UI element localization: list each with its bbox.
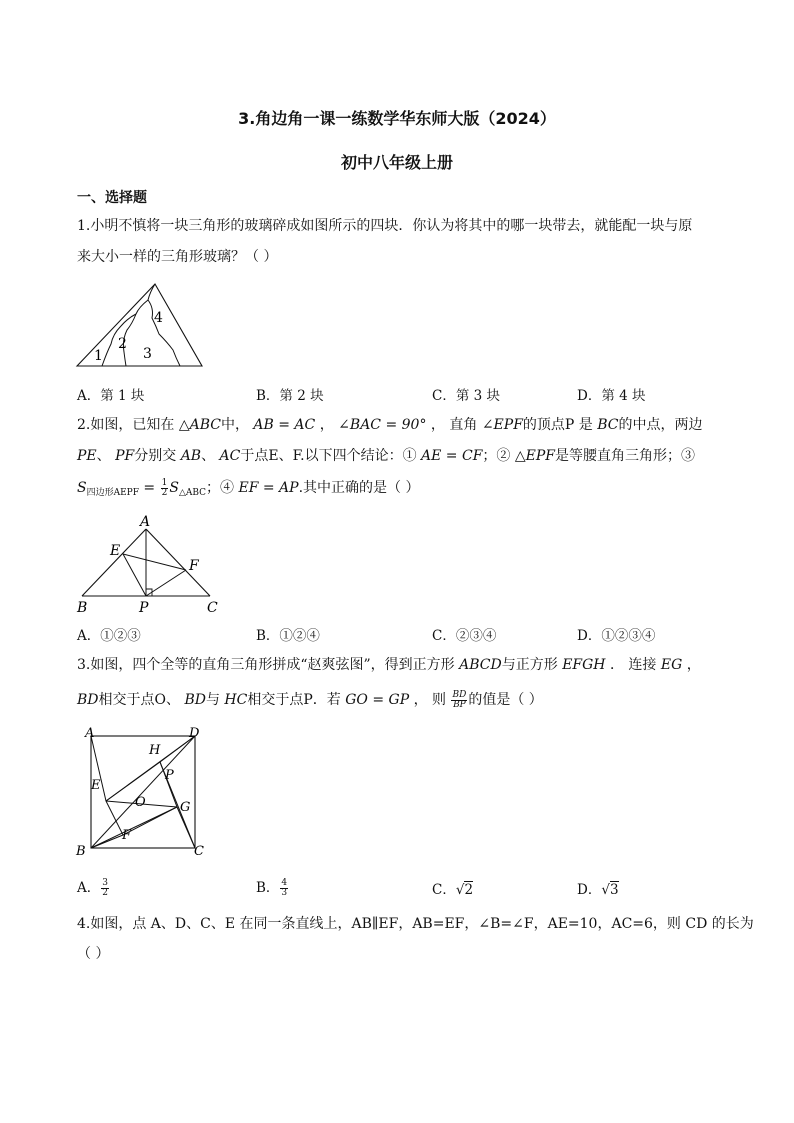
q3-label-c: C [194,844,204,859]
q3-label-a: A [85,726,95,741]
q1-option-b[interactable]: B．第 2 块 [256,388,324,404]
q2-label-e: E [110,543,121,559]
q4-text-line1: 4.如图，点 A、D、C、E 在同一条直线上，AB∥EF，AB=EF，∠B=∠F，AE=10，AC=6，则 CD 的长为 [77,916,754,932]
q1-text-line1: 1.小明不慎将一块三角形的玻璃碎成如图所示的四块．你认为将其中的哪一块带去，就能配一块与原 [77,218,693,234]
q1-piece-label-3: 3 [143,346,152,362]
page-subtitle: 初中八年级上册 [340,153,453,172]
q2-option-d[interactable]: D．①②③④ [577,628,656,644]
q1-option-a[interactable]: A．第 1 块 [77,388,145,404]
q3-label-b: B [76,844,86,859]
q2-text-line3: $S_{四边形AEPF}$ = $\frac{1}{2}$ $S_{\triangle ABC}$；④ EF = AP.其中正确的是（ ） [77,477,420,498]
q4-text-line2: （ ） [77,946,110,962]
q3-label-f: F [122,828,132,843]
q2-figure [76,512,226,618]
q2-fraction: $\frac{1}{2}$ [161,477,168,498]
q2-label-b: B [77,600,88,616]
q1-text-line2: 来大小一样的三角形玻璃？（ ） [77,249,278,265]
q2-text-line2: PE、 PF分别交 AB、 AC于点E、F.以下四个结论：① AE = CF；② △EPF是等腰直角三角形；③ [77,448,695,464]
page-title: 3.角边角一课一练数学华东师大版（2024） [238,109,556,128]
q3-label-d: D [189,726,200,741]
q1-piece-label-4: 4 [154,310,163,326]
section-heading: 一、选择题 [77,190,147,206]
q3-label-e: E [91,778,101,793]
q3-option-b[interactable]: B． $\frac{4}{3}$ [256,878,288,898]
q1-crack-a [148,284,180,366]
q2-label-p: P [139,600,149,616]
q3-label-h: H [149,743,161,758]
q2-option-b[interactable]: B．①②④ [256,628,320,644]
q3-label-g: G [180,800,191,815]
q2-label-a: A [140,514,151,530]
q2-text-line1: 2.如图，已知在 △ABC中， AB = AC ， ∠BAC = 90° ， 直角 ∠EPF的顶点P 是 BC的中点，两边 [77,417,703,433]
q3-fraction: $\frac{BD}{BP}$ [452,689,467,710]
q1-option-c[interactable]: C．第 3 块 [432,388,501,404]
q2-option-a[interactable]: A．①②③ [77,628,141,644]
q1-piece-label-1: 1 [94,348,103,364]
q3-text-line2: BD相交于点O、 BD与 HC相交于点P．若 GO = GP ， 则 $\frac{BD}{BP}$ 的值是（ ） [77,689,543,710]
q3-option-c[interactable]: C．√2 [432,882,474,898]
q3-figure [76,726,206,862]
q3-label-p: P [165,768,174,783]
q3-text-line1: 3.如图，四个全等的直角三角形拼成“赵爽弦图”，得到正方形 ABCD与正方形 EFGH ． 连接 EG ， [77,657,701,673]
q1-figure [76,282,204,368]
q3-label-o: O [135,795,146,810]
q1-option-d[interactable]: D．第 4 块 [577,388,646,404]
q3-option-d[interactable]: D．√3 [577,882,619,898]
q1-piece-label-2: 2 [118,336,127,352]
q3-option-a[interactable]: A． $\frac{3}{2}$ [77,878,108,898]
q2-option-c[interactable]: C．②③④ [432,628,497,644]
q2-label-f: F [189,558,199,574]
q2-label-c: C [207,600,218,616]
